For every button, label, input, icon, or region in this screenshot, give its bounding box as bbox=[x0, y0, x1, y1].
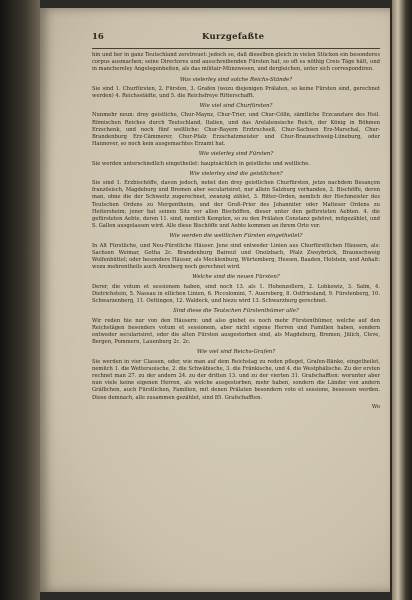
book-gutter-left bbox=[0, 0, 40, 600]
paragraph: hin und her in ganz Teutschland zerstreuet: jedoch so, daß dieselben gleich in vielen Stücken ein besonderes corpus ausmachen; seine Directores und ausschreibenden Fürsten hat, so oft es nöthig Creis Täge hält, und in manchereley Angelegenheiten, als das militair-Münzwesen, und dergleichen, unter sich correspondiren. bbox=[92, 52, 380, 73]
section-question: Wie werden die weltlichen Fürsten eingetheilet? bbox=[169, 233, 303, 240]
paragraph: Sie werden unterschiedlich eingetheilet: hauptsächlich in geistliche und weltliche. bbox=[92, 160, 310, 167]
paragraph: Derer, die votum et sessionem haben, sind noch 13. als 1. Hohenzollern, 2. Lobkowiz, 3. Salm, 4. Dietrichstein, 5. Nassau in etlichen Linien, 6. Piccolomini, 7. Auersberg, 8. Ostfriesland, 9. Fürstenberg, 10. Schwarzenberg, 11. Oettingen, 12. Waldeck, und hiezu wird 13. Schwarzburg gerechnet. bbox=[92, 283, 380, 305]
paragraph: Sie sind 1. Churfürsten, 2. Fürsten, 3. Grafen (wozu diejenigen Prälaten, so keine Fürsten sind, gerechnet werden) 4. Reichsstädte, und 5. die Reichsfreye Ritterschafft. bbox=[92, 85, 380, 100]
section-question: Wie viel sind Reichs-Grafen? bbox=[196, 349, 276, 356]
page-content bbox=[92, 32, 380, 411]
catchword: Wo bbox=[371, 403, 380, 410]
paragraph: In Alt Fürstliche, und Neu-Fürstliche Häuser. Jene sind entweder Linien aus Churfürstlichen Häusern, als: Sachsen Weimar, Gotha 2c. Brandenburg Baireut und Onolzbach, Pfalz Zweybrück, Braunschweig Wolfenbüttel; oder besondere Häuser, als Mecklenburg, Würtemberg, Hessen, Baaden, Holstein, und Anhalt: wozu mehrentheils auch Arenberg noch gerechnet wird. bbox=[92, 242, 380, 271]
running-title: Kurzgefaßte bbox=[202, 32, 265, 42]
book-page bbox=[40, 8, 390, 592]
section-question: Sind diese die Teutschen Fürstenthümer alle? bbox=[173, 308, 299, 315]
paragraph: Nunmehr neun: drey geistliche, Chur-Maynz, Chur-Trier, und Chur-Cölln, sämtliche Erzcanzlare des Heil. Römischen Reiches durch Teutschland, Italien, und das Arelatensische Reich, der König in Böhmen Erzschenk, und noch fünf weltliche: Chur-Bayern Erztruchseß, Chur-Sachsen Erz-Marschal, Chur-Brandenburg Erz-Cämmerer, Chur-Pfalz Erzschatzmeister und Chur-Braunschweig-Lüneburg, oder Hannover, so noch kein ausgemachtes Erzamt hat. bbox=[92, 112, 380, 148]
section-question: Wie vielerley sind die geistlichen? bbox=[189, 170, 283, 177]
section-question: Wie vielerley sind Fürsten? bbox=[198, 151, 274, 158]
page-stack-edge-right bbox=[392, 0, 412, 600]
section-question: Was vielerley sind solche Reichs-Stände? bbox=[179, 76, 293, 83]
section-question: Welche sind die neuen Fürsten? bbox=[192, 274, 280, 281]
paragraph: Sie werden in vier Classen, oder, wie man auf dem Reichstag zu reden pfleget, Grafen-Bänke, eingetheilet, nemlich 1. die Wetterauische, 2. die Schwäbische, 3. die Fränkische, und 4. die Westphälische. Zu der ersten rechnet man 27. zu der andern 24. zu der dritten 13. und zu der vierten 31. Grafschafften: worunter aber nun viele keine eigenen Herren, als welche ausgestorben, mehr haben, sondern die Länder von andern Gräflichen, auch Fürstlichen, Familien, mit denen Prälaten besondern voto et sessione, besessen werden. Diese demnach, alle zusammen gezählet, sind 85. Grafschafften. bbox=[92, 358, 380, 401]
header-rule bbox=[92, 48, 380, 49]
section-question: Wie viel sind Churfürsten? bbox=[199, 103, 273, 110]
paragraph: Wir reden hie nur von den Häusern: und also giebet es noch mehr Fürstenthümer, welche auf den Reichstägen besonders votum et sessionem, aber nicht eigene Herren und Familien haben, sondern entweder secularisiret, oder die alten Fürsten ausgestorben sind, als Magdeburg, Bremen, Jülich, Cleve, Bergen, Pommern, Lauenburg 2c. 2c. bbox=[92, 317, 380, 346]
paragraph: Sie sind 1. Erzbischöffe, davon jedoch, nebst den drey geistlichen Churfürsten, jetzo nachdem Besançon französisch, Magdeburg und Bremen aber secularisiret, nur allein Salzburg vorhanden, 2. Bischöffe, deren man, ohne die der Schweitz zugerechnet, zwanzig zählet, 3. Ritter-Orden, nemlich der Hochmeister des Teutschen Ordens zu Mergentheim, und der Groß-Prior des Johanniter oder Malteser Ordens zu Heitersheim; jener hat seinen Sitz vor allen Bischöffen, dieser unter den gefürsteten Aebten. 4. die gefürsteten Aebte, deren 11. sind, nemlich Kempten, so zu den Prälaten Constanz gehöret, mitgezählet, und S. Gallen ausgelassen wird. Alle diese Bischöffe und Aebte kommen an ihrem Orte vor. bbox=[92, 180, 380, 230]
page-number: 16 bbox=[92, 32, 104, 42]
text-body bbox=[92, 52, 380, 402]
page-header bbox=[92, 32, 380, 46]
